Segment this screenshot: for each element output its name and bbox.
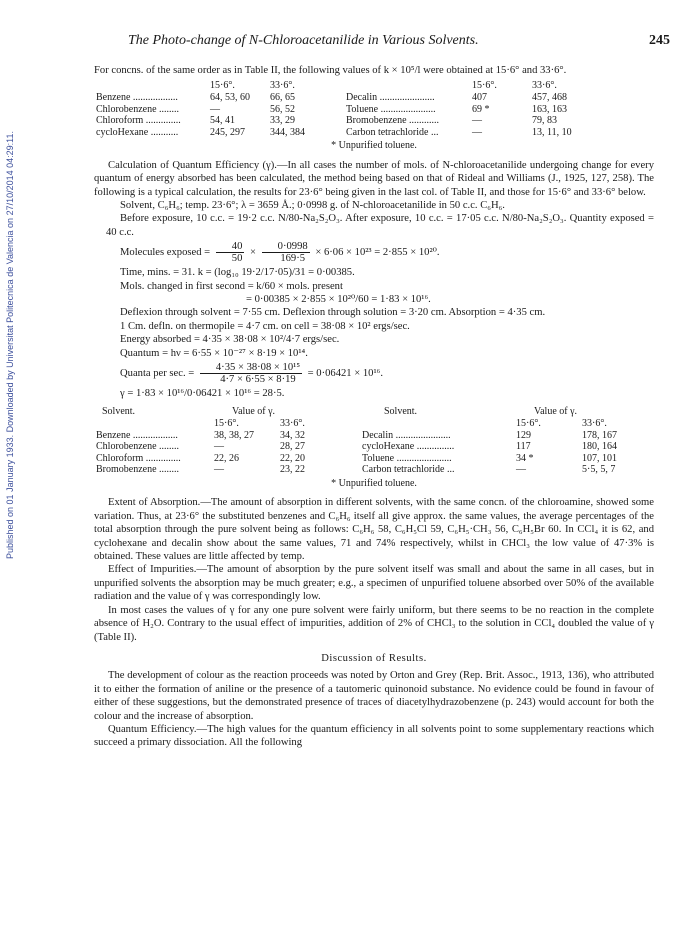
calc-line: Before exposure, 10 c.c. = 19·2 c.c. N/80-Na₂S₂O₃. After exposure, 10 c.c. = 17·05 c.c. N/80-Na₂S₂O₃. Quantity exposed = 40 c.c. bbox=[106, 213, 654, 238]
value-cell: — bbox=[214, 464, 224, 476]
value-cell: 163, 163 bbox=[532, 103, 567, 115]
worked-calculation bbox=[94, 199, 654, 400]
solvent-cell: Carbon tetrachloride ... bbox=[346, 126, 439, 138]
value-cell: 56, 52 bbox=[270, 103, 295, 115]
calc-line: = 0·00385 × 2·855 × 10²⁰/60 = 1·83 × 10¹⁶. bbox=[246, 294, 431, 306]
calc-line: Time, mins. = 31. k = (log₁₀ 19·2/17·05)/31 = 0·00385. bbox=[120, 267, 355, 279]
value-cell: — bbox=[472, 115, 482, 127]
value-cell: 107, 101 bbox=[582, 452, 617, 464]
download-notice-text: Published on 01 January 1933. Downloaded by Universitat Politecnica de Valencia on 27/10/2014 04:29:11. bbox=[5, 131, 15, 559]
value-cell: 64, 53, 60 bbox=[210, 92, 250, 103]
value-cell: 13, 11, 10 bbox=[532, 126, 572, 138]
solvent-cell: Carbon tetrachloride ... bbox=[362, 464, 455, 476]
effect-of-impurities-paragraph: Effect of Impurities.—The amount of absorption by the pure solvent itself was small and about the same in all cases, but in unpurified solvents the absorption may be much greater; e.g., a specimen of unpurified toluene absorbed over 50% of the available radiation and the value of γ was correspondingly low. bbox=[94, 564, 654, 603]
calc-line: Deflexion through solvent = 7·55 cm. Deflexion through solution = 3·20 cm. Absorption = 4·35 cm. bbox=[120, 307, 546, 319]
eq-text: Molecules exposed = bbox=[120, 247, 211, 259]
table-footnote: * Unpurified toluene. bbox=[331, 478, 417, 490]
calc-line: Energy absorbed = 4·35 × 38·08 × 10²/4·7 ergs/sec. bbox=[120, 334, 340, 346]
value-cell: 34, 32 bbox=[280, 429, 305, 441]
value-cell: 129 bbox=[516, 429, 531, 441]
col-header: Solvent. bbox=[102, 406, 136, 418]
value-cell: 38, 38, 27 bbox=[214, 429, 254, 441]
table-row bbox=[94, 441, 646, 453]
running-title: The Photo-change of N-Chloroacetanilide in Various Solvents. bbox=[128, 33, 479, 48]
value-cell: 28, 27 bbox=[280, 441, 305, 453]
solvent-cell: Chloroform .............. bbox=[96, 452, 181, 464]
col-header: Value of γ. bbox=[232, 406, 276, 418]
value-cell: 66, 65 bbox=[270, 92, 295, 103]
table-row bbox=[94, 115, 590, 127]
solvent-cell: Decalin ...................... bbox=[362, 429, 451, 441]
paper-page bbox=[94, 33, 670, 750]
value-cell: — bbox=[516, 464, 526, 476]
table-header-row bbox=[94, 418, 646, 430]
value-cell: 117 bbox=[516, 441, 531, 453]
denominator: 4·7 × 6·55 × 8·19 bbox=[220, 374, 296, 386]
value-cell: 34 * bbox=[516, 452, 534, 464]
value-cell: — bbox=[210, 103, 220, 115]
eq-text: × bbox=[250, 247, 257, 259]
running-header bbox=[94, 33, 670, 54]
eq-text: Quanta per sec. = bbox=[120, 368, 195, 379]
solvent-cell: Toluene ...................... bbox=[362, 452, 452, 464]
value-cell: 5·5, 5, 7 bbox=[582, 464, 616, 476]
solvent-cell: Bromobenzene ........ bbox=[96, 464, 180, 476]
solvent-cell: Chlorobenzene ........ bbox=[96, 441, 180, 453]
quanta-per-sec-equation bbox=[106, 362, 654, 385]
value-cell: 69 * bbox=[472, 103, 490, 115]
col-header: 15·6°. bbox=[214, 418, 239, 430]
calc-line: Quantum = hν = 6·55 × 10⁻²⁷ × 8·19 × 10¹⁴. bbox=[120, 347, 308, 359]
eq-text: × 6·06 × 10²³ = 2·855 × 10²⁰. bbox=[315, 247, 440, 259]
value-cell: 344, 384 bbox=[270, 126, 305, 138]
numerator: 40 bbox=[216, 241, 245, 253]
table-header-row bbox=[94, 406, 646, 418]
calc-line: γ = 1·83 × 10¹⁶/0·06421 × 10¹⁶ = 28·5. bbox=[120, 388, 285, 400]
calc-line: Mols. changed in first second = k/60 × mols. present bbox=[120, 280, 343, 292]
intro-paragraph: For concns. of the same order as in Table II, the following values of k × 10⁵/l were obtained at 15·6° and 33·6°. bbox=[94, 65, 567, 76]
col-header: 15·6°. bbox=[472, 80, 497, 92]
value-cell: 79, 83 bbox=[532, 115, 557, 127]
solvent-cell: Benzene .................. bbox=[96, 429, 178, 441]
solvent-cell: Toluene ...................... bbox=[346, 103, 436, 115]
calc-line: 1 Cm. defln. on thermopile = 4·7 cm. on cell = 38·08 × 10² ergs/sec. bbox=[120, 320, 410, 332]
table-row bbox=[94, 430, 646, 442]
table-row bbox=[94, 104, 590, 116]
solvent-cell: cycloHexane ............... bbox=[362, 441, 455, 453]
numerator: 4·35 × 38·08 × 10¹⁵ bbox=[200, 362, 302, 374]
value-cell: — bbox=[214, 441, 224, 453]
value-cell: 22, 20 bbox=[280, 452, 305, 464]
value-cell: 22, 26 bbox=[214, 452, 239, 464]
table-row bbox=[94, 127, 590, 139]
denominator: 50 bbox=[231, 253, 243, 265]
eq-text: = 0·06421 × 10¹⁶. bbox=[307, 368, 383, 379]
calc-line: Solvent, C₆H₆; temp. 23·6°; λ = 3659 Å.; 0·0998 g. of N-chloroacetanilide in 50 c.c. C₆H₆. bbox=[120, 200, 505, 211]
solvent-cell: Benzene .................. bbox=[96, 92, 178, 103]
col-header: 15·6°. bbox=[516, 418, 541, 430]
molecules-exposed-equation bbox=[106, 241, 654, 264]
col-header: 33·6°. bbox=[582, 418, 607, 430]
download-notice-sidebar bbox=[2, 90, 18, 610]
fraction bbox=[262, 241, 310, 264]
quantum-efficiency-paragraph: Quantum Efficiency.—The high values for the quantum efficiency in all solvents point to some supplementary reactions which succeed a primary dissociation. All the following bbox=[94, 723, 654, 749]
col-header: Solvent. bbox=[384, 406, 418, 418]
denominator: 169·5 bbox=[280, 253, 306, 265]
value-cell: 407 bbox=[472, 92, 487, 103]
section-heading: Discussion of Results. bbox=[321, 652, 427, 664]
value-cell: 180, 164 bbox=[582, 441, 617, 453]
table-footnote: * Unpurified toluene. bbox=[331, 140, 417, 152]
solvent-cell: Chlorobenzene ........ bbox=[96, 103, 180, 115]
solvent-cell: Bromobenzene ............ bbox=[346, 115, 440, 127]
solvent-cell: Chloroform .............. bbox=[96, 115, 181, 127]
fraction bbox=[200, 362, 302, 385]
solvent-cell: Decalin ...................... bbox=[346, 92, 435, 103]
solvent-cell: cycloHexane ........... bbox=[96, 126, 179, 138]
col-header: 15·6°. bbox=[210, 80, 235, 92]
fraction bbox=[216, 241, 245, 264]
table-row bbox=[94, 464, 646, 476]
table-row bbox=[94, 92, 590, 104]
rate-constant-table bbox=[94, 80, 590, 138]
value-cell: 178, 167 bbox=[582, 429, 617, 441]
col-header: 33·6°. bbox=[270, 80, 295, 92]
value-cell: — bbox=[472, 126, 482, 138]
value-cell: 23, 22 bbox=[280, 464, 305, 476]
value-cell: 33, 29 bbox=[270, 115, 295, 127]
col-header: 33·6°. bbox=[532, 80, 557, 92]
quantum-efficiency-table bbox=[94, 406, 646, 476]
uniformity-paragraph: In most cases the values of γ for any one pure solvent were fairly uniform, but there seems to be no reaction in the complete absence of H₂O. Contrary to the usual effect of impurities, addition of 2% of CHCl₃ to the solution in CCl₄ doubled the value of γ (Table II). bbox=[94, 604, 654, 643]
quantum-calculation-paragraph: Calculation of Quantum Efficiency (γ).—In all cases the number of mols. of N-chloroacetanilide undergoing change for every quantum of energy absorbed has been calculated, the method being based on that of Rideal and Williams (J., 1925, 127, 258). The following is a typical calculation, the results for 23·6° being given in the last col. of Table II, and those for 15·6° and 33·6° below. bbox=[94, 159, 654, 198]
col-header: 33·6°. bbox=[280, 418, 305, 430]
extent-of-absorption-paragraph: Extent of Absorption.—The amount of absorption in different solvents, with the same concn. of the chloroamine, showed some variation. Thus, at 23·6° the substituted benzenes and C₆H₆ itself all give approx. the same values, the average percentages of the total absorption through the pure solvent being as follows: C₆H₆ 58, C₆H₅Cl 59, C₆H₅·CH₃ 56, C₆H₅Br 60. In CCl₄ it is 62, and cyclohexane and decalin show about the same values, 71 and 74% respectively, whilst in CHCl₃ the low value of 47·3% is obtained. These values are little affected by temp. bbox=[94, 497, 654, 563]
col-header: Value of γ. bbox=[534, 406, 578, 418]
table-header-row bbox=[94, 80, 590, 92]
numerator: 0·0998 bbox=[262, 241, 310, 253]
value-cell: 245, 297 bbox=[210, 126, 245, 138]
page-number: 245 bbox=[649, 33, 670, 48]
table-row bbox=[94, 453, 646, 465]
value-cell: 54, 41 bbox=[210, 115, 235, 127]
discussion-paragraph: The development of colour as the reaction proceeds was noted by Orton and Grey (Rep. Brit. Assoc., 1913, 136), who attributed it to either the formation of aniline or the presence of a tautomeric quinonoid substance. No evidence could be found in favour of either of these suggestions, but the demonstrated presence of traces of diacetylhydrazobenzene (p. 243) would account for both the colour and the increase of absorption. bbox=[94, 670, 654, 722]
value-cell: 457, 468 bbox=[532, 92, 567, 103]
